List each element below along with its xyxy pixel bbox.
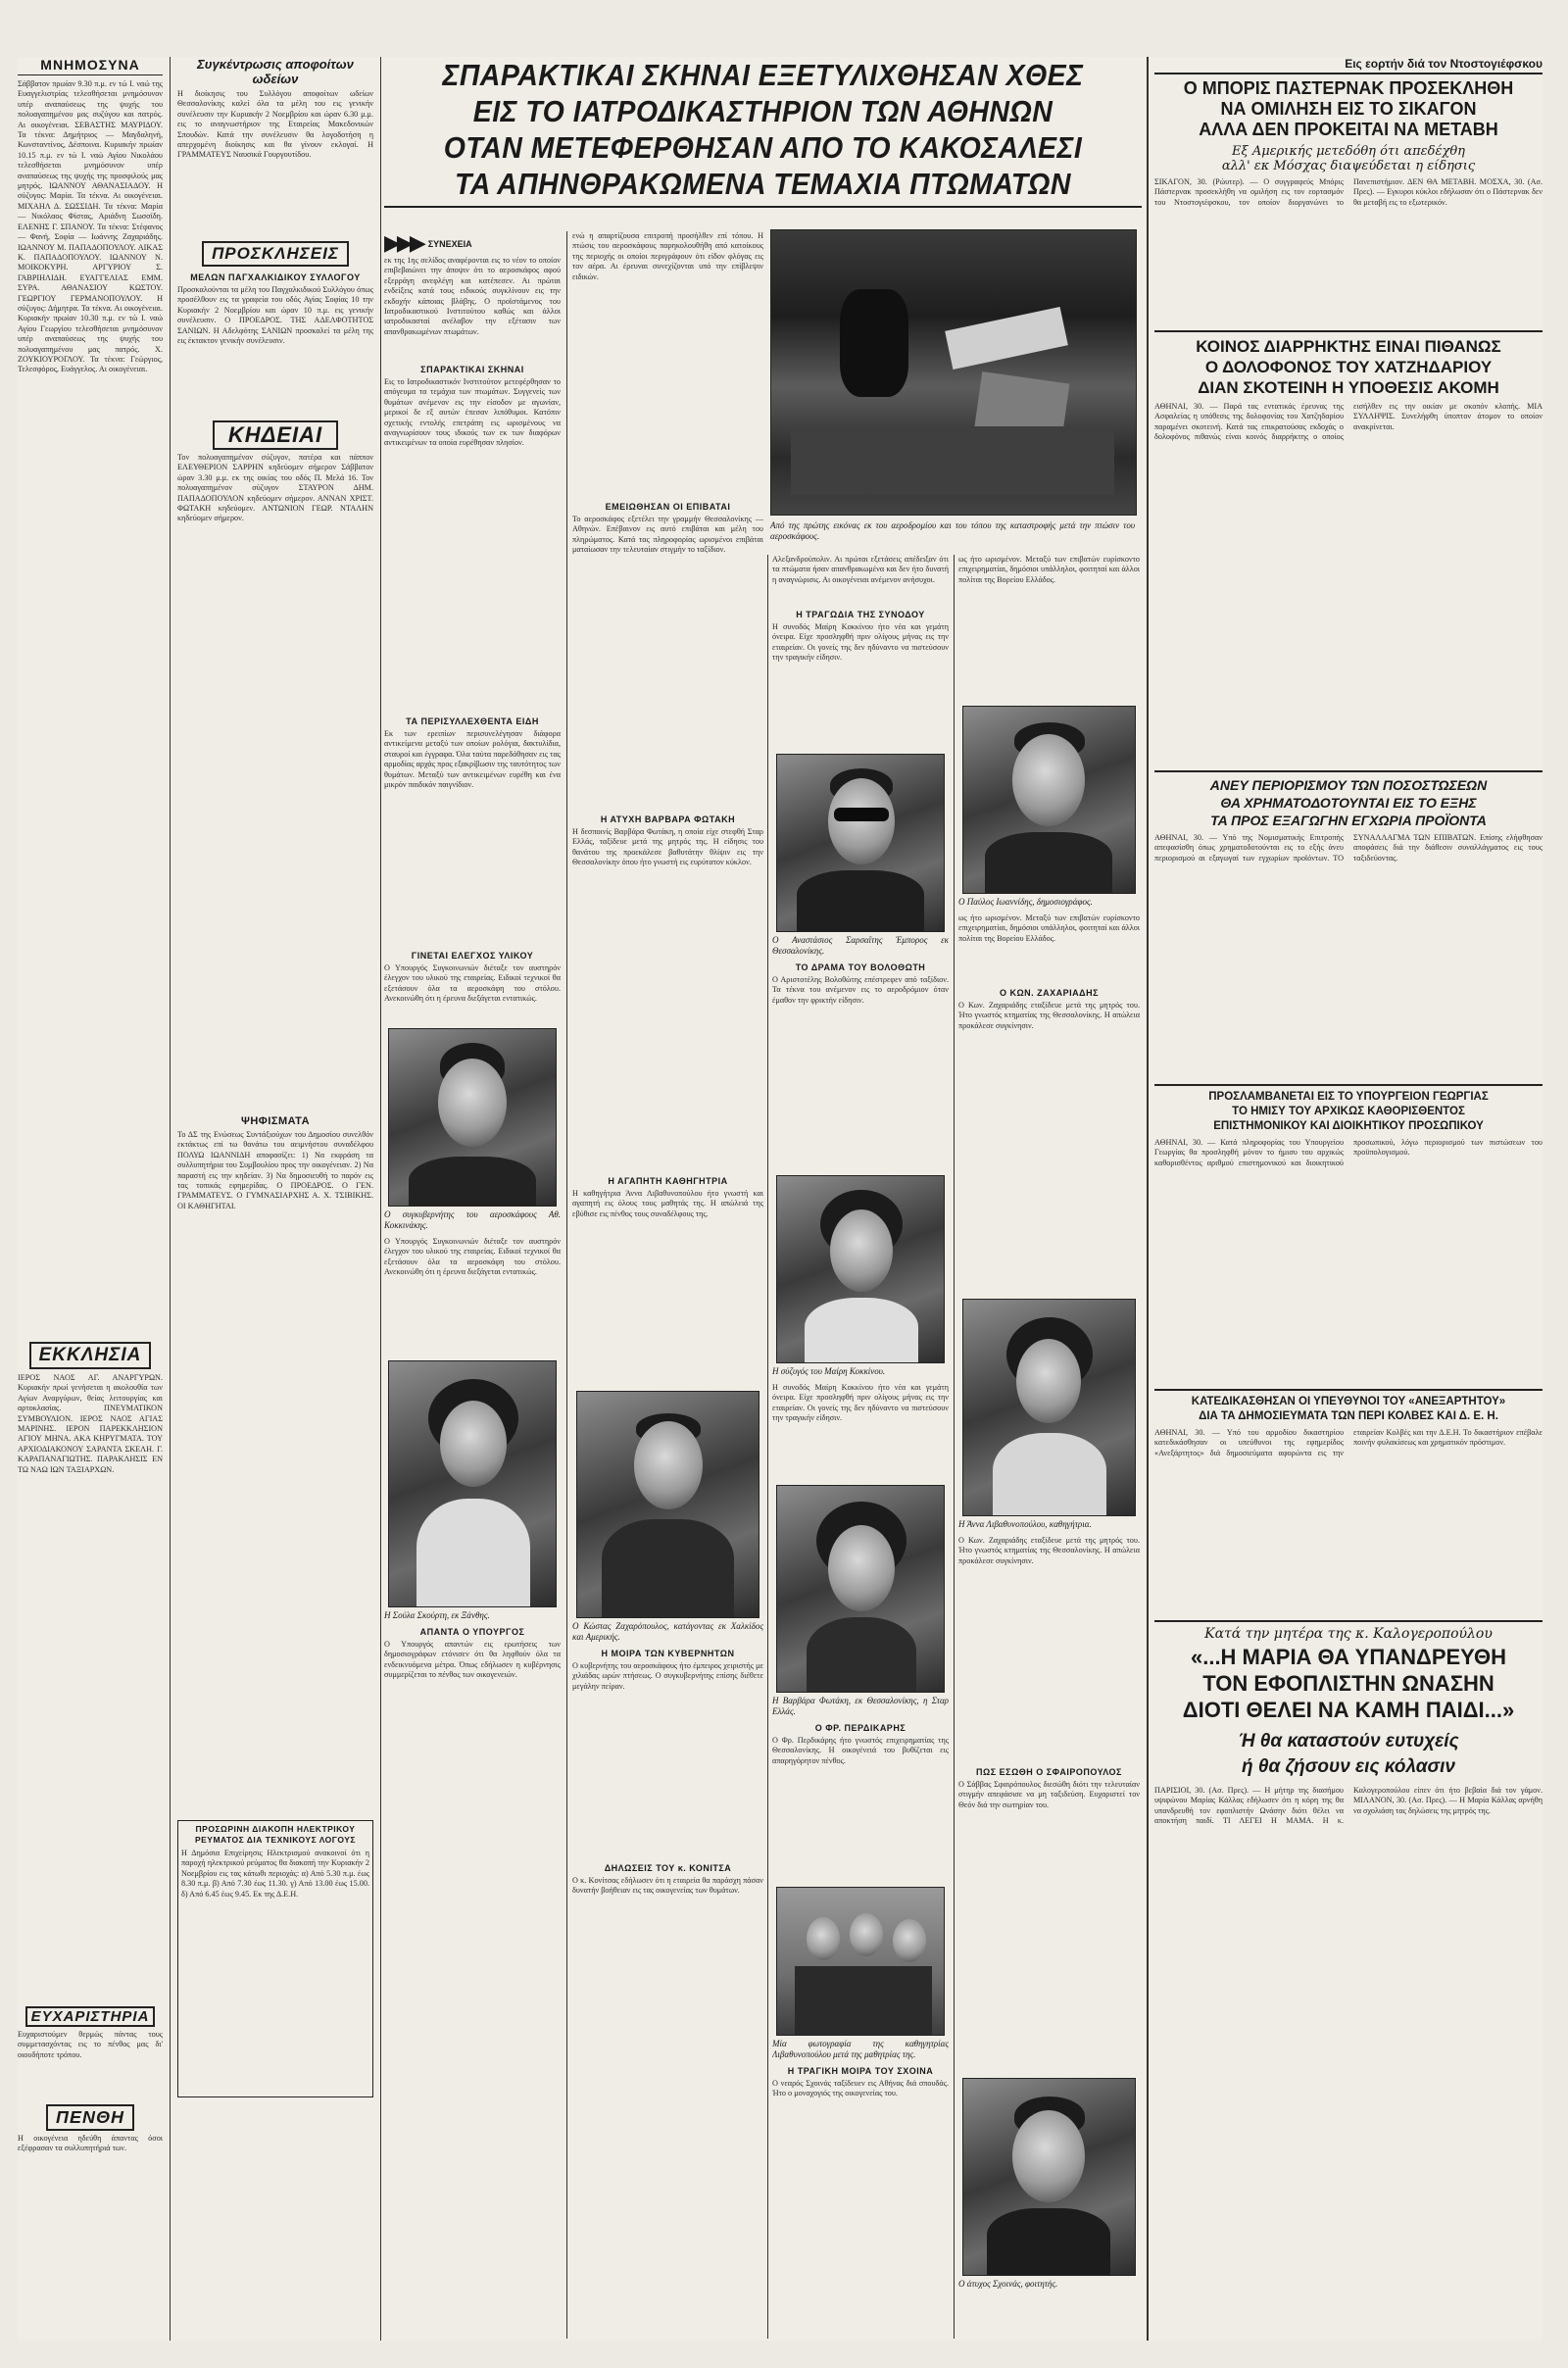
perisyl-subheading: ΤΑ ΠΕΡΙΣΥΛΛΕΧΘΕΝΤΑ ΕΙΔΗ (406, 716, 539, 726)
obituaries-column (18, 57, 163, 2341)
psifismata-heading: ΨΗΦΙΣΜΑΤΑ (240, 1115, 311, 1127)
caption-schinas: Ο άτυχος Σχοινάς, φοιτητής. (958, 2279, 1058, 2289)
photo-livathynopoulou (962, 1299, 1136, 1516)
drama-text: Ο Αριστοτέλης Βολοθώτης επέστρεφεν από ταξίδιον. Τα τέκνα του ανέμενον εις το αεροδρόμιον όταν έμαθον την φρικτήν είδησιν. (772, 975, 949, 1005)
photo-zacharopoulos (576, 1391, 760, 1618)
main-headline (384, 57, 1142, 208)
column-rule (170, 57, 171, 2341)
maria-headline-3: ΔΙΟΤΙ ΘΕΛΕΙ ΝΑ ΚΑΜΗ ΠΑΙΔΙ...» (1182, 1698, 1515, 1722)
photo-crash-site (770, 229, 1137, 516)
atychi-text: Η δεσποινίς Βαρβάρα Φωτάκη, η οποία είχε στεφθή Σταρ Ελλάς, ταξίδευε μετά της μητρός της. Η είδησις του θανάτου της προεκάλεσε βαθυτάτην θλίψιν εις την Θεσσαλονίκην όπου ήτο γνωστή εις ευρύτατον κύκλον. (572, 827, 763, 867)
col-c-filler: Η συνοδός Μαίρη Κοκκίνου ήτο νέα και γεμάτη όνειρα. Είχε προσληφθή πριν ολίγους μήνας εις την εταιρείαν. Οι γονείς της δεν ηδύναντο να πιστεύσουν την τραγικήν είδησιν. (772, 1383, 949, 1423)
moira-subheading: Η ΜΟΙΡΑ ΤΩΝ ΚΥΒΕΡΝΗΤΩΝ (601, 1649, 735, 1658)
apanta-subheading: ΑΠΑΝΤΑ Ο ΥΠΟΥΡΓΟΣ (419, 1627, 525, 1637)
column-rule (954, 555, 955, 2339)
killer-headline-1: ΚΟΙΝΟΣ ΔΙΑΡΡΗΚΤΗΣ ΕΙΝΑΙ ΠΙΘΑΝΩΣ (1196, 337, 1501, 356)
spar-subheading: ΣΠΑΡΑΚΤΙΚΑΙ ΣΚΗΝΑΙ (420, 365, 524, 374)
caption-crash-site: Από της πρώτης εικόνας εκ του αεροδρομίου και του τόπου της καταστροφής μετά την πτώσιν του αεροσκάφους. (770, 520, 1135, 541)
maria-headline-5: ή θα ζήσουν εις κόλασιν (1242, 1756, 1455, 1777)
penthi-text: Η οικογένεια ηδεύθη άπαντας όσοι εξέφρασαν τα συλλυπητήριά των. (18, 2134, 163, 2153)
pasternak-text: ΣΙΚΑΓΟΝ, 30. (Ρώυτερ). — Ο συγγραφεύς Μπόρις Πάστερνακ προσεκλήθη να ομιλήση εις τον εορτασμόν του Ντοστογιέφσκου, τον οποίον διοργανώνει το Πανεπιστήμιον. ΔΕΝ ΘΑ ΜΕΤΑΒΗ. ΜΟΣΧΑ, 30. (Ασ. Πρες). — Εγκυροι κύκλοι εδήλωσαν ότι ο Πάστερνακ δεν θα μεταβή εις το εξωτερικόν. (1154, 177, 1543, 207)
caption-fotaki: Η Βαρβάρα Φωτάκη, εκ Θεσσαλονίκης, η Σταρ Ελλάς. (772, 1696, 949, 1716)
caption-mairi: Η σύζυγός του Μαίρη Κοκκίνου. (772, 1366, 886, 1376)
headline-line-4: ΤΑ ΑΠΗΝΘΡΑΚΩΜΕΝΑ ΤΕΜΑΧΙΑ ΠΤΩΜΑΤΩΝ (455, 167, 1071, 201)
col-d-text: ως ήτο ωρισμένον. Μεταξύ των επιβατών ευρίσκοντο επιχειρηματίαι, δημόσιοι υπάλληλοι, φοιτηταί και άλλοι πολίται της Βορείου Ελλάδος. (958, 555, 1140, 584)
proskliseis-heading: ΠΡΟΣΚΛΗΣΕΙΣ (202, 241, 349, 267)
newspaper-page (18, 57, 1543, 2341)
headline-line-3: ΟΤΑΝ ΜΕΤΕΦΕΡΘΗΣΑΝ ΑΠΟ ΤΟ ΚΑΚΟΣΑΛΕΣΙ (443, 130, 1083, 165)
ekklisia-heading: ΕΚΚΛΗΣΙΑ (29, 1342, 152, 1369)
kozani-text: Ο Κων. Ζαχαριάδης εταξίδευε μετά της μητρός του. Ήτο γνωστός κτηματίας της Θεσσαλονίκης. Η απώλεια προκάλεσε συγκίνησιν. (958, 1001, 1140, 1030)
pasternak-deck-2: αλλ' εκ Μόσχας διαψεύδεται η είδησις (1221, 159, 1476, 173)
diakopi-box (177, 1820, 373, 2097)
photo-sarsaitis (776, 754, 945, 932)
eucharistiria-text: Ευχαριστούμεν θερμώς πάντας τους συμμετασχόντας εις το πένθος μας δι' οιουδήποτε τρόπου. (18, 2030, 163, 2059)
lead-text: εκ της 1ης σελίδος αναφέρονται εις το νέον το οποίον επιβεβαιώνει την άποψιν ότι το αεροσκάφος αφού εξερράγη ανεφλέγη και κατέπεσεν. Αι πρώται ενδείξεις κατά τους ειδικούς συγκλίνουν εις την εκδοχήν κάποιας βλάβης. Ο προϊστάμενος του Ιατροδικαστικού Ινστιτούτου καθώς και άλλοι ιατροδικασταί ανέλαβον την εξέτασιν των απανθρακωμένων πτωμάτων. (384, 256, 561, 336)
aerop-subheading: ΠΩΣ ΕΣΩΘΗ Ο ΣΦΑΙΡΟΠΟΥΛΟΣ (976, 1767, 1122, 1777)
proskliseis-text: Προσκαλούνται τα μέλη του Παγχαλκιδικού Συλλόγου όπως προσέλθουν εις τα γραφεία του οδός Αγίας Σοφίας 10 την Κυριακήν 2 Νοεμβρίου και ώραν 10 π.μ. εις γενικήν συνέλευσιν. Ο ΠΡΟΕΔΡΟΣ. ΤΗΣ ΑΔΕΛΦΟΤΗΤΟΣ ΣΑΝΙΩΝ. Η Αδελφότης ΣΑΝΙΩΝ προσκαλεί τα μέλη της εις έκτακτον γενικήν συνέλευσιν. (177, 285, 373, 346)
atychi-subheading: Η ΑΤΥΧΗ ΒΑΡΒΑΡΑ ΦΩΤΑΚΗ (600, 814, 736, 824)
pasternak-headline-2: ΝΑ ΟΜΙΛΗΣΗ ΕΙΣ ΤΟ ΣΙΚΑΓΟΝ (1220, 99, 1477, 119)
perd-subheading: Ο ΦΡ. ΠΕΡΔΙΚΑΡΗΣ (814, 1723, 906, 1733)
arrows-icon: ▶▶▶ (384, 231, 422, 256)
killer-text: ΑΘΗΝΑΙ, 30. — Παρά τας εντατικάς έρευνας της Ασφαλείας η υπόθεσις της δολοφονίας του Χατζηδαρίου παραμένει σκοτεινή. Κατά τας επικρατούσας εκδοχάς ο δολοφόνος πιθανώς είναι κοινός διαρρήκτης ο οποίος εισήλθεν εις την οικίαν με σκοπόν κλοπής. ΜΙΑ ΣΥΛΛΗΨΙΣ. Συνελήφθη ύποπτον άτομον το οποίον ανακρίνεται. (1154, 402, 1543, 442)
geo-headline-3: ΕΠΙΣΤΗΜΟΝΙΚΟΥ ΚΑΙ ΔΙΟΙΚΗΤΙΚΟΥ ΠΡΟΣΩΠΙΚΟΥ (1213, 1120, 1484, 1132)
photo-schinas (962, 2078, 1136, 2276)
photo-ioannidis (962, 706, 1136, 894)
emeiothisan-text: Το αεροσκάφος εξετέλει την γραμμήν Θεσσαλονίκης — Αθηνών. Επέβαινον εις αυτό επιβάται και μέλη του πληρώματος. Κατά τας πληροφορίας ωρισμένοι επιβάται ματαίωσαν την τελευταίαν στιγμήν το ταξίδιον. (572, 515, 763, 555)
maria-kicker: Κατά την μητέρα της κ. Καλογεροπούλου (1204, 1626, 1493, 1642)
maria-headline-4: Ή θα καταστούν ευτυχείς (1238, 1731, 1459, 1751)
caption-co-pilot: Ο συγκυβερνήτης του αεροσκάφους Αθ. Κοκκινάκης. (384, 1209, 561, 1230)
export-headline-1: ΑΝΕΥ ΠΕΡΙΟΡΙΣΜΟΥ ΤΩΝ ΠΟΣΟΣΤΩΣΕΩΝ (1209, 777, 1488, 793)
geo-headline-1: ΠΡΟΣΛΑΜΒΑΝΕΤΑΙ ΕΙΣ ΤΟ ΥΠΟΥΡΓΕΙΟΝ ΓΕΩΡΓΙΑΣ (1208, 1091, 1489, 1103)
export-headline-3: ΤΑ ΠΡΟΣ ΕΞΑΓΩΓΗΝ ΕΓΧΩΡΙΑ ΠΡΟΪΟΝΤΑ (1210, 813, 1487, 828)
diakopi-text: Η Δημόσια Επιχείρησις Ηλεκτρισμού ανακοινοί ότι η παροχή ηλεκτρικού ρεύματος θα διακοπή την Κυριακήν 2 Νοεμβρίου εις τας κάτωθι περιοχάς: α) Από 5.30 π.μ. έως 8.30 π.μ. β) Από 7.30 έως 11.30. γ) Από 13.00 έως 15.00. δ) Από 6.45 έως 9.45. Εκ της Δ.Ε.Η. (181, 1849, 369, 1899)
photo-co-pilot (388, 1028, 557, 1207)
col-c-text: Αλεξανδρούπολιν. Αι πρώται εξετάσεις απέδειξαν ότι τα πτώματα ήσαν απανθρακωμένα και δεν ήτο δυνατή η αναγνώρισις. Αι οικογένειαι ανέμενον ανήσυχοι. (772, 555, 949, 584)
geo-text: ΑΘΗΝΑΙ, 30. — Κατά πληροφορίας του Υπουργείου Γεωργίας θα προσληφθή μόνον το ήμισυ του αρχικώς καθορισθέντος αριθμού επιστημονικού και διοικητικού προσωπικού, λόγω περιορισμού των πιστώσεων του προϋπολογισμού. (1154, 1138, 1543, 1167)
mnimosyna-text: Σάββατον πρωίαν 9.30 π.μ. εν τώ Ι. ναώ της Ευαγγελιστρίας τελεσθήσεται μνημόσυνον υπέρ αναπαύσεως της ψυχής του πολυαγαπημένου μας συζύγου και πατρός. Αι οικογένειαι. ΣΕΒΑΣΤΗΣ ΜΑΥΡΙΔΟΥ. Τα τέκνα: Δημήτριος — Μαγδαληνή, Κωνσταντίνος, Δέσποινα. Κυριακήν πρωίαν 10.15 π.μ. εν τώ Ι. ναώ Αγίου Νικολάου τελεσθήσεται μνημόσυνον υπέρ αναπαύσεως της ψυχής της προσφιλούς μας μητρός. ΙΩΑΝΝΟΥ ΑΘΑΝΑΣΙΑΔΟΥ. Η σύζυγος: Μαρία. Τα τέκνα. Αι οικογένειαι. ΜΙΧΑΗΛ Δ. ΣΩΣΣΙΔΗ. Τα τέκνα: Μαρία — Νικόλαος Φίστας, Αριάδνη Σωσσίδη. ΕΛΕΝΗΣ Γ. ΣΠΑΝΟΥ. Τα τέκνα: Στέφανος — Φανή, Σοφία — Ιωάννης Ζαχαριάδης. ΙΩΑΝΝΟΥ Μ. ΠΑΠΑΔΟΠΟΥΛΟΥ. ΑΙΚΑΣ Κ. ΠΑΠΑΔΟΠΟΥΛΟΥ. ΙΩΑΝΝΟΥ Ν. ΜΟΙΚΟΚΥΡΗ. ΑΡΓΥΡΙΟΥ Σ. ΓΑΒΡΙΗΛΙΔΗ. ΕΥΑΓΓΕΛΙΑΣ ΕΜΜ. ΣΥΡΑ. ΑΘΑΝΑΣΙΟΥ ΚΩΣΤΟΥ. ΓΕΩΡΓΙΟΥ ΓΕΡΜΑΝΟΠΟΥΛΟΥ. Η σύζυγος: Δήμητρα. Τα τέκνα. Αι οικογένειαι. Κυριακήν πρωίαν 10.30 π.μ. εν τώ Ι. ναώ Αγίου Γεωργίου τελεσθήσεται μνημόσυνον υπέρ αναπαύσεως της ψυχής του πολυαγαπημένου μας πατρός. Χ. ΖΟΥΚΙΟΥΡΟΓΛΟΥ. Τα τέκνα: Γεώργιος, Τελεσφόρος, Ευάγγελος. Αι οικογένειαι. (18, 79, 163, 374)
right-news-column (1154, 57, 1543, 2341)
ekklisia-text: ΙΕΡΟΣ ΝΑΟΣ ΑΓ. ΑΝΑΡΓΥΡΩΝ. Κυριακήν πρωί γενήσεται η ακολουθία των Αγίων Αναργύρων, θείας λειτουργίας και αρτοκλασίας. ΠΝΕΥΜΑΤΙΚΟΝ ΣΥΜΒΟΥΛΙΟΝ. ΙΕΡΟΣ ΝΑΟΣ ΑΓΙΑΣ ΜΑΡΙΝΗΣ. ΙΕΡΟΝ ΠΑΡΕΚΚΛΗΣΙΟΝ ΑΓΙΟΥ ΜΗΝΑ. ΑΚΑ ΚΗΡΥΓΜΑΤΑ. ΤΟΥ ΑΡΧΙΟΔΙΑΚΟΝΟΥ ΣΑΡΑΝΤΑ ΣΚΕΛΗ. Γ. ΚΑΡΑΠΑΝΑΓΙΩΤΗΣ. ΠΑΡΑΚΛΗΣΙΣ ΕΝ ΤΩ ΝΑΩ ΙΩΝ ΤΑΞΙΑΡΧΩΝ. (18, 1373, 163, 1474)
elegxos-text: Ο Υπουργός Συγκοινωνιών διέταξε τον αυστηρόν έλεγχον του υλικού της εταιρείας. Ειδικοί τεχνικοί θα εξετάσουν όλα τα αεροσκάφη του στόλου. Ανεκοινώθη ότι η έρευνα διεξάγεται εντατικώς. (384, 963, 561, 1004)
photo-fotaki (776, 1485, 945, 1693)
notices-column (177, 57, 373, 2341)
maria-headline-2: ΤΟΝ ΕΦΟΠΛΙΣΤΗΝ ΩΝΑΣΗΝ (1202, 1671, 1494, 1696)
maria-headline-1: «...Η ΜΑΡΙΑ ΘΑ ΥΠΑΝΔΡΕΥΘΗ (1190, 1645, 1507, 1669)
killer-headline-2: Ο ΔΟΛΟΦΟΝΟΣ ΤΟΥ ΧΑΤΖΗΔΑΡΙΟΥ (1204, 358, 1493, 376)
kateg-headline-1: ΚΑΤΕΔΙΚΑΣΘΗΣΑΝ ΟΙ ΥΠΕΥΘΥΝΟΙ ΤΟΥ «ΑΝΕΞΑΡΤΗΤΟΥ» (1191, 1396, 1506, 1407)
synkentrosis-heading: Συγκέντρωσις αποφοίτων ωδείων (197, 57, 354, 86)
elegxos-subheading: ΓΙΝΕΤΑΙ ΕΛΕΓΧΟΣ ΥΛΙΚΟΥ (411, 951, 534, 961)
agapiti-text: Η καθηγήτρια Άννα Λιβαθυνοπούλου ήτο γνωστή και αγαπητή εις όλους τους μαθητάς της. Η απώλειά της εβύθισε εις πένθος τους συναδέλφους της. (572, 1189, 763, 1218)
photo-soula (388, 1360, 557, 1607)
pasternak-headline-3: ΑΛΛΑ ΔΕΝ ΠΡΟΚΕΙΤΑΙ ΝΑ ΜΕΤΑΒΗ (1199, 120, 1498, 139)
tragiki-text: Ο νεαρός Σχοινάς ταξίδευεν εις Αθήνας διά σπουδάς. Ήτο ο μοναχογιός της οικογενείας του. (772, 2079, 949, 2098)
geo-headline-2: ΤΟ ΗΜΙΣΥ ΤΟΥ ΑΡΧΙΚΩΣ ΚΑΘΟΡΙΣΘΕΝΤΟΣ (1232, 1106, 1465, 1117)
col-d-filler: ως ήτο ωρισμένον. Μεταξύ των επιβατών ευρίσκοντο επιχειρηματίαι, δημόσιοι υπάλληλοι, φοιτηταί και άλλοι πολίται της Βορείου Ελλάδος. (958, 913, 1140, 943)
tragodia-subheading: Η ΤΡΑΓΩΔΙΑ ΤΗΣ ΣΥΝΟΔΟΥ (796, 610, 925, 619)
psifismata-text: Το ΔΣ της Ενώσεως Συντάξιούχων του Δημοσίου συνελθόν εκτάκτως επί τω θανάτω του αειμνήστου συναδέλφου ΠΟΛΥΩ ΙΩΑΝΝΙΔΗ αποφασίζει: 1) Να εκφράση τα συλλυπητήρια του Συμβουλίου προς την οικογένειαν. 2) Να παραστή εις την κηδείαν. 3) Να δημοσιευθή το παρόν εις τας τοπικάς εφημερίδας. Ο ΠΡΟΕΔΡΟΣ. Ο ΓΕΝ. ΓΡΑΜΜΑΤΕΥΣ. Ο ΓΥΜΝΑΣΙΑΡΧΗΣ Α. Χ. ΤΣΙΒΙΚΗΣ. ΟΙ ΚΑΘΗΓΗΤΑΙ. (177, 1130, 373, 1210)
mnimosyna-heading: ΜΝΗΜΟΣΥΝΑ (18, 57, 163, 75)
photo-mairi (776, 1175, 945, 1363)
col-a-filler: Ο Υπουργός Συγκοινωνιών διέταξε τον αυστηρόν έλεγχον του υλικού της εταιρείας. Ειδικοί τεχνικοί θα εξετάσουν όλα τα αεροσκάφη του στόλου. Ανεκοινώθη ότι η έρευνα διεξάγεται εντατικώς. (384, 1237, 561, 1277)
caption-soula: Η Σούλα Σκούρτη, εκ Ξάνθης. (384, 1610, 490, 1620)
diakopi-heading: ΠΡΟΣΩΡΙΝΗ ΔΙΑΚΟΠΗ ΗΛΕΚΤΡΙΚΟΥ ΡΕΥΜΑΤΟΣ ΔΙΑ ΤΕΧΝΙΚΟΥΣ ΛΟΓΟΥΣ (194, 1824, 357, 1845)
photo-teacher-students (776, 1887, 945, 2036)
column-rule (566, 231, 567, 2339)
column-rule (380, 57, 381, 2341)
perisyl-text: Εκ των ερειπίων περισυνελέγησαν διάφορα αντικείμενα μεταξύ των οποίων ρολόγια, δακτυλίδια, σταυροί και έγγραφα. Όλα ταύτα παρεδόθησαν εις τας αρμοδίας αρχάς προς εξακρίβωσιν της ταυτότητος των θυμάτων. Μεταξύ των αντικειμένων ευρέθη και ένα μικρόν παιδικόν παιγνίδιον. (384, 729, 561, 790)
column-rule (1147, 57, 1149, 2341)
donisi-text: Ο κ. Κονίτσας εδήλωσεν ότι η εταιρεία θα παράσχη πάσαν δυνατήν βοήθειαν εις τας οικογενείας των θυμάτων. (572, 1876, 763, 1896)
kateg-headline-2: ΔΙΑ ΤΑ ΔΗΜΟΣΙΕΥΜΑΤΑ ΤΩΝ ΠΕΡΙ ΚΟΛΒΕΣ ΚΑΙ Δ. Ε. Η. (1199, 1410, 1498, 1422)
pasternak-deck-1: Εξ Αμερικής μετεδόθη ότι απεδέχθη (1232, 144, 1465, 159)
maria-text: ΠΑΡΙΣΙΟΙ, 30. (Ασ. Πρες). — Η μήτηρ της διασήμου υψιφώνου Μαρίας Κάλλας εδήλωσεν ότι η κόρη της θα υπανδρευθή τον εφοπλιστήν Ωνάσην διότι θέλει να αποκτήση παιδί. ΤΙ ΛΕΓΕΙ Η ΜΑΜΑ. Η κ. Καλογεροπούλου είπεν ότι ήτο βεβαία διά τον γάμον. ΜΙΛΑΝΟΝ, 30. (Ασ. Πρες). — Η Μαρία Κάλλας αρνήθη να σχολιάση τας δηλώσεις της μητρός της. (1154, 1786, 1543, 1826)
col-b-text: ενώ η απαρτίζουσα επιτροπή προσήλθεν επί τόπου. Η πτώσις του αεροσκάφους παρηκολουθήθη από κατοίκους της περιοχής οι οποίοι περιγράφουν ότι είδον φλόγας εις τον αέρα. Αι έρευναι συνεχίζονται υπό την επίβλεψιν ειδικών. (572, 231, 763, 281)
emeiothisan-subheading: ΕΜΕΙΩΘΗΣΑΝ ΟΙ ΕΠΙΒΑΤΑΙ (605, 502, 731, 512)
export-headline-2: ΘΑ ΧΡΗΜΑΤΟΔΟΤΟΥΝΤΑΙ ΕΙΣ ΤΟ ΕΞΗΣ (1220, 795, 1477, 811)
caption-teacher-students: Μία φωτογραφία της καθηγητρίας Λιβαθυνοπούλου μετά της μαθητρίας της. (772, 2039, 949, 2059)
col-d-filler-2: Ο Κων. Ζαχαριάδης εταξίδευε μετά της μητρός του. Ήτο γνωστός κτηματίας της Θεσσαλονίκης. Η απώλεια προκάλεσε συγκίνησιν. (958, 1536, 1140, 1565)
column-rule (767, 555, 768, 2339)
donisi-subheading: ΔΗΛΩΣΕΙΣ ΤΟΥ κ. ΚΟΝΙΤΣΑ (604, 1863, 732, 1873)
killer-headline-3: ΔΙΑΝ ΣΚΟΤΕΙΝΗ Η ΥΠΟΘΕΣΙΣ ΑΚΟΜΗ (1198, 378, 1499, 397)
perd-text: Ο Φρ. Περδικάρης ήτο γνωστός επιχειρηματίας της Θεσσαλονίκης. Η οικογένειά του βυθίζεται εις απαρηγόρητον πένθος. (772, 1736, 949, 1765)
penthi-heading: ΠΕΝΘΗ (46, 2104, 134, 2131)
kozani-subheading: Ο ΚΩΝ. ΖΑΧΑΡΙΑΔΗΣ (999, 988, 1100, 998)
eucharistiria-heading: ΕΥΧΑΡΙΣΤΗΡΙΑ (25, 2006, 156, 2027)
drama-subheading: ΤΟ ΔΡΑΜΑ ΤΟΥ ΒΟΛΟΘΩΤΗ (795, 962, 926, 972)
export-text: ΑΘΗΝΑΙ, 30. — Υπό της Νομισματικής Επιτροπής απεφασίσθη όπως χρηματοδοτούνται εις το εξής άνευ περιορισμού αι εξαγωγαί των εγχωρίων προϊόντων. ΤΟ ΣΥΝΑΛΛΑΓΜΑ ΤΩΝ ΕΠΙΒΑΤΩΝ. Επίσης ελήφθησαν αποφάσεις διά την διάθεσιν συναλλάγματος εις τους ταξιδεύοντας. (1154, 833, 1543, 863)
kideiai-text: Τον πολυαγαπημένον σύζυγον, πατέρα και πάππον ΕΛΕΥΘΕΡΙΟΝ ΣΑΡΡΗΝ κηδεύομεν σήμερον Σάββατον ώραν 3.30 μ.μ. εκ της οικίας του οδός Π. Μελά 16. Τον πολυαγαπημένον σύζυγον ΣΤΑΥΡΟΝ ΔΗΜ. ΠΑΠΑΔΟΠΟΥΛΟΝ κηδεύομεν σήμερον. ΑΝΝΑΝ ΧΡΙΣΤ. ΦΩΤΑΚΗ κηδεύομεν. ΑΝΤΩΝΙΟΝ ΓΕΩΡ. ΝΤΑΛΗΝ κηδεύομεν σήμερον. (177, 453, 373, 523)
kideiai-heading: ΚΗΔΕΙΑΙ (213, 420, 338, 450)
kateg-text: ΑΘΗΝΑΙ, 30. — Υπό του αρμοδίου δικαστηρίου κατεδικάσθησαν οι υπεύθυνοι της εφημερίδος «Ανεξάρτητος» διά δημοσιεύματα αφορώντα εις την εταιρείαν Κολβές και την Δ.Ε.Η. Το δικαστήριον επέβαλε ποινήν φυλακίσεως και χρηματικόν πρόστιμον. (1154, 1428, 1543, 1457)
spar-text: Εις το Ιατροδικαστικόν Ινστιτούτον μετεφέρθησαν το απόγευμα τα τεμάχια των πτωμάτων. Συγγενείς των θυμάτων ανέμενον εις την είσοδον με αγωνίαν, μερικοί δε εξ αυτών έπεσαν λιπόθυμοι. Κατόπιν σχετικής εντολής επετράπη εις ωρισμένους να αναγνωρίσουν τους ιδικούς των εκ των διαφόρων αντικειμένων τα οποία ευρέθησαν πλησίον. (384, 377, 561, 448)
caption-ioannidis: Ο Παύλος Ιωαννίδης, δημοσιογράφος. (958, 897, 1093, 907)
synkentrosis-text: Η διοίκησις του Συλλόγου αποφοίτων ωδείων Θεσσαλονίκης καλεί όλα τα μέλη του εις γενικήν συνέλευσιν την Κυριακήν 2 Νοεμβρίου και ώραν 6.30 μ.μ. εις το αναγνωστήριον της Εταιρείας Μακεδονικών Σπουδών. Κατά την συνέλευσιν θα λογοδοτήση η απερχομένη διοίκησις και θα γίνουν εκλογαί. Η ΓΡΑΜΜΑΤΕΥΣ Ναυσικά Γουργουτίδου. (177, 89, 373, 160)
moira-text: Ο κυβερνήτης του αεροσκάφους ήτο έμπειρος χειριστής με χιλιάδας ωρών πτήσεως. Ο συγκυβερνήτης επίσης διέθετε μεγάλην πείραν. (572, 1661, 763, 1691)
pasternak-kicker: Εις εορτήν διά τον Ντοστογιέφσκου (1345, 57, 1543, 71)
headline-line-2: ΕΙΣ ΤΟ ΙΑΤΡΟΔΙΚΑΣΤΗΡΙΟΝ ΤΩΝ ΑΘΗΝΩΝ (472, 94, 1054, 128)
apanta-text: Ο Υπουργός απαντών εις ερωτήσεις των δημοσιογράφων ετόνισεν ότι θα ληφθούν όλα τα ενδεικνυόμενα μέτρα. Όπως εδήλωσεν η κυβέρνησις συμμερίζεται το πένθος των οικογενειών. (384, 1640, 561, 1680)
lead-marker: ΣΥΝΕΧΕΙΑ (427, 238, 472, 249)
caption-livathynopoulou: Η Άννα Λιβαθυνοπούλου, καθηγήτρια. (958, 1519, 1092, 1529)
aerop-text: Ο Σάββας Σφαιρόπουλος διεσώθη διότι την τελευταίαν στιγμήν απεφάσισε να μη ταξιδεύση. Ευχαριστεί τον Θεόν διά την σωτηρίαν του. (958, 1780, 1140, 1809)
agapiti-subheading: Η ΑΓΑΠΗΤΗ ΚΑΘΗΓΗΤΡΙΑ (608, 1176, 728, 1186)
tragiki-subheading: Η ΤΡΑΓΙΚΗ ΜΟΙΡΑ ΤΟΥ ΣΧΟΙΝΑ (787, 2066, 934, 2076)
caption-zacharopoulos: Ο Κώστας Ζαχαρόπουλος, κατάγοντας εκ Χαλκίδος και Αμερικής. (572, 1621, 763, 1642)
headline-line-1: ΣΠΑΡΑΚΤΙΚΑΙ ΣΚΗΝΑΙ ΕΞΕΤΥΛΙΧΘΗΣΑΝ ΧΘΕΣ (442, 58, 1084, 92)
main-story (384, 57, 1142, 2341)
proskliseis-subheading: ΜΕΛΩΝ ΠΑΓΧΑΛΚΙΔΙΚΟΥ ΣΥΛΛΟΓΟΥ (190, 272, 361, 282)
pasternak-headline-1: Ο ΜΠΟΡΙΣ ΠΑΣΤΕΡΝΑΚ ΠΡΟΣΕΚΛΗΘΗ (1183, 78, 1514, 98)
tragodia-text: Η συνοδός Μαίρη Κοκκίνου ήτο νέα και γεμάτη όνειρα. Είχε προσληφθή πριν ολίγους μήνας εις την εταιρείαν. Οι γονείς της δεν ηδύναντο να πιστεύσουν την τραγικήν είδησιν. (772, 622, 949, 663)
caption-sarsaitis: Ο Αναστάσιος Σαρσαΐτης Έμπορος εκ Θεσσαλονίκης. (772, 935, 949, 956)
